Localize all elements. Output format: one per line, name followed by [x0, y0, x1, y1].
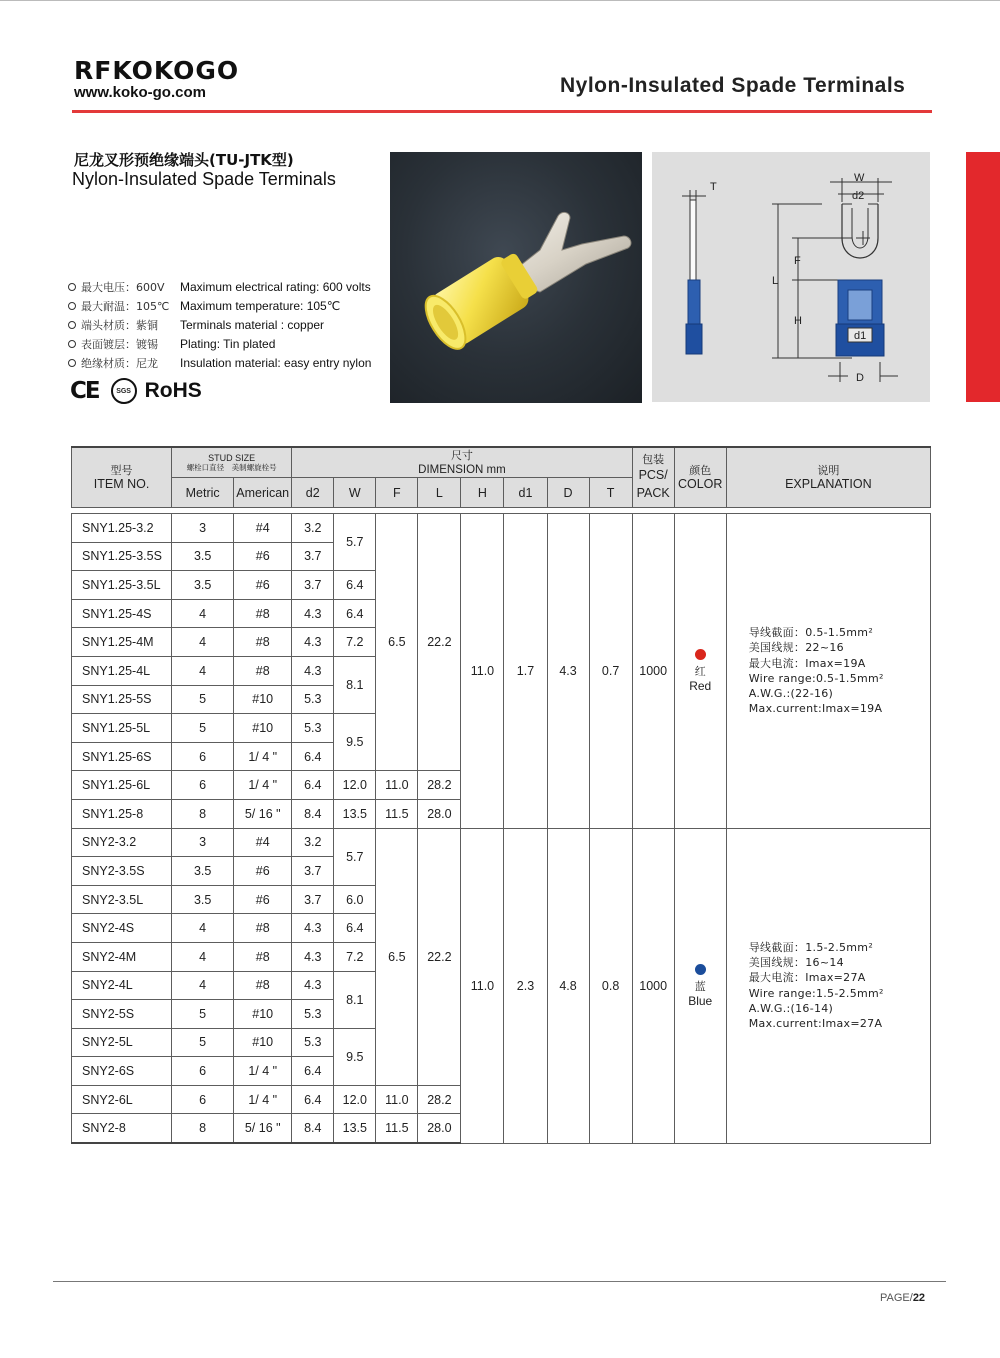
f-cell: 6.5: [376, 828, 418, 1085]
metric-cell: 4: [172, 914, 234, 943]
item-no-cell: SNY1.25-8: [72, 799, 172, 828]
spec-label-en: Terminals material : copper: [180, 317, 325, 332]
certification-marks: [70, 378, 202, 404]
w-cell: 9.5: [334, 1028, 376, 1085]
brand-website: www.koko-go.com: [74, 84, 206, 101]
w-cell: 5.7: [334, 514, 376, 571]
page-label: PAGE/: [880, 1292, 913, 1304]
metric-cell: 3.5: [172, 542, 234, 571]
metric-cell: 5: [172, 714, 234, 743]
bullet-icon: [68, 283, 76, 291]
metric-cell: 4: [172, 599, 234, 628]
w-cell: 7.2: [334, 628, 376, 657]
w-cell: 12.0: [334, 1085, 376, 1114]
l-cell: 22.2: [418, 514, 461, 771]
spec-item: [68, 315, 388, 334]
bullet-icon: [68, 340, 76, 348]
color-cell: [674, 514, 726, 829]
american-cell: #8: [234, 971, 292, 1000]
header-color-en: COLOR: [677, 477, 723, 491]
dimension-label-h: H: [794, 315, 802, 327]
w-cell: 6.4: [334, 599, 376, 628]
metric-cell: 4: [172, 656, 234, 685]
color-name-en: Blue: [688, 993, 713, 1008]
metric-cell: 4: [172, 942, 234, 971]
f-cell: 11.5: [376, 799, 418, 828]
spec-label-cn: 最大电压：600V: [81, 280, 165, 294]
american-cell: #10: [234, 714, 292, 743]
specification-table: [71, 446, 931, 1144]
american-cell: #8: [234, 942, 292, 971]
explanation-line: Wire range:0.5-1.5mm²: [748, 671, 884, 685]
header-metric: Metric: [172, 478, 234, 508]
brand-logo-text: RFKOKOGO: [74, 56, 240, 85]
explanation-line: 导线截面：0.5-1.5mm²: [748, 626, 874, 640]
header-stud-sub: 螺栓口直径 美制螺旋栓号: [186, 462, 277, 472]
american-cell: #10: [234, 1000, 292, 1029]
d-cell: 4.3: [547, 514, 589, 829]
w-cell: 13.5: [334, 1114, 376, 1143]
d2-cell: 5.3: [292, 1000, 334, 1029]
metric-cell: 3: [172, 514, 234, 543]
american-cell: 1/ 4 ": [234, 1057, 292, 1086]
spec-label-cn: 表面镀层：镀锡: [81, 337, 158, 351]
spec-label-en: Insulation material: easy entry nylon: [180, 355, 372, 370]
header-col-f: F: [376, 478, 418, 508]
explanation-line: Max.current:Imax=27A: [748, 1016, 883, 1030]
spec-item: [68, 277, 388, 296]
dimension-label-t: T: [710, 181, 717, 193]
item-no-cell: SNY1.25-3.5L: [72, 571, 172, 600]
metric-cell: 4: [172, 971, 234, 1000]
d2-cell: 4.3: [292, 599, 334, 628]
dimension-label-f: F: [794, 255, 801, 267]
terminal-dimension-drawing-icon: [652, 152, 930, 402]
table-row: [72, 828, 931, 857]
metric-cell: 6: [172, 742, 234, 771]
spec-label-cn: 绝缘材质：尼龙: [81, 356, 158, 370]
f-cell: 11.0: [376, 1085, 418, 1114]
spec-item: [68, 353, 388, 372]
sgs-mark-text: SGS: [116, 387, 131, 395]
item-no-cell: SNY2-4L: [72, 971, 172, 1000]
explanation-line: 美国线规：22~16: [748, 641, 844, 655]
american-cell: 5/ 16 ": [234, 1114, 292, 1143]
american-cell: #10: [234, 685, 292, 714]
pack-cell: 1000: [632, 514, 674, 829]
page-number-value: 22: [912, 1292, 926, 1304]
header-pack-en: PCS/ PACK: [636, 468, 670, 500]
dimension-label-d1: d1: [854, 330, 867, 342]
metric-cell: 6: [172, 1085, 234, 1114]
bullet-icon: [68, 359, 76, 367]
ce-mark-icon: CE: [70, 378, 99, 404]
dimension-label-w: W: [854, 172, 865, 184]
header-color-cn: 颜色: [689, 464, 712, 477]
header-item-no: [72, 447, 172, 508]
d2-cell: 4.3: [292, 942, 334, 971]
header-col-d2: d2: [292, 478, 334, 508]
dimension-drawing: [652, 152, 930, 402]
section-side-tab: [966, 152, 1000, 402]
item-no-cell: SNY2-8: [72, 1114, 172, 1143]
d2-cell: 4.3: [292, 656, 334, 685]
d2-cell: 6.4: [292, 1085, 334, 1114]
american-cell: 1/ 4 ": [234, 742, 292, 771]
metric-cell: 8: [172, 1114, 234, 1143]
w-cell: 7.2: [334, 942, 376, 971]
l-cell: 28.0: [418, 799, 461, 828]
color-name-cn: 蓝: [694, 979, 706, 993]
item-no-cell: SNY2-6S: [72, 1057, 172, 1086]
metric-cell: 3: [172, 828, 234, 857]
product-photo: [390, 152, 642, 403]
t-cell: 0.8: [589, 828, 632, 1143]
spec-item: [68, 334, 388, 353]
page-title: Nylon-Insulated Spade Terminals: [560, 74, 906, 97]
item-no-cell: SNY1.25-6S: [72, 742, 172, 771]
item-no-cell: SNY1.25-4S: [72, 599, 172, 628]
h-cell: 11.0: [461, 828, 504, 1143]
w-cell: 9.5: [334, 714, 376, 771]
metric-cell: 4: [172, 628, 234, 657]
american-cell: #8: [234, 914, 292, 943]
explanation-cell: [726, 828, 930, 1143]
item-no-cell: SNY2-3.5L: [72, 885, 172, 914]
american-cell: 1/ 4 ": [234, 771, 292, 800]
d1-cell: 2.3: [504, 828, 547, 1143]
color-cell: [674, 828, 726, 1143]
d2-cell: 6.4: [292, 742, 334, 771]
item-no-cell: SNY2-5S: [72, 1000, 172, 1029]
spec-label-en: Maximum temperature: 105℃: [180, 298, 341, 313]
item-no-cell: SNY2-4S: [72, 914, 172, 943]
american-cell: #10: [234, 1028, 292, 1057]
d2-cell: 3.2: [292, 828, 334, 857]
dimension-label-d2: d2: [852, 190, 865, 202]
spec-item: [68, 296, 388, 315]
d2-cell: 5.3: [292, 714, 334, 743]
explanation-line: 最大电流：Imax=19A: [748, 656, 866, 670]
color-name-en: Red: [689, 678, 712, 693]
item-no-cell: SNY1.25-5S: [72, 685, 172, 714]
header-color: [674, 447, 726, 508]
header-dimension: [292, 447, 632, 478]
page-frame-line: [0, 0, 1000, 1]
item-no-cell: SNY2-5L: [72, 1028, 172, 1057]
item-no-cell: SNY1.25-6L: [72, 771, 172, 800]
d2-cell: 3.7: [292, 571, 334, 600]
color-dot-icon: [695, 649, 706, 660]
metric-cell: 8: [172, 799, 234, 828]
d2-cell: 3.2: [292, 514, 334, 543]
header-col-h: H: [461, 478, 504, 508]
l-cell: 22.2: [418, 828, 461, 1085]
explanation-line: A.W.G.:(22-16): [748, 686, 834, 700]
metric-cell: 5: [172, 685, 234, 714]
color-name-cn: 红: [694, 664, 706, 678]
spade-terminal-photo-icon: [390, 152, 642, 403]
explanation-line: Max.current:Imax=19A: [748, 702, 883, 716]
explanation-line: 最大电流：Imax=27A: [748, 971, 866, 985]
pack-cell: 1000: [632, 828, 674, 1143]
item-no-cell: SNY1.25-5L: [72, 714, 172, 743]
header-col-d1: d1: [504, 478, 547, 508]
f-cell: 11.5: [376, 1114, 418, 1143]
w-cell: 13.5: [334, 799, 376, 828]
header-stud-en: STUD SIZE: [208, 452, 256, 463]
metric-cell: 6: [172, 771, 234, 800]
header-stud-size: [172, 447, 292, 478]
d2-cell: 4.3: [292, 971, 334, 1000]
w-cell: 8.1: [334, 971, 376, 1028]
footer-divider: [53, 1281, 946, 1282]
d2-cell: 3.7: [292, 542, 334, 571]
bullet-icon: [68, 321, 76, 329]
item-no-cell: SNY1.25-4L: [72, 656, 172, 685]
explanation-line: Wire range:1.5-2.5mm²: [748, 986, 884, 1000]
american-cell: #8: [234, 656, 292, 685]
spec-list: [68, 277, 388, 372]
w-cell: 12.0: [334, 771, 376, 800]
l-cell: 28.2: [418, 1085, 461, 1114]
h-cell: 11.0: [461, 514, 504, 829]
color-dot-icon: [695, 964, 706, 975]
explanation-line: A.W.G.:(16-14): [748, 1001, 834, 1015]
d2-cell: 8.4: [292, 799, 334, 828]
f-cell: 6.5: [376, 514, 418, 771]
american-cell: #4: [234, 828, 292, 857]
f-cell: 11.0: [376, 771, 418, 800]
d1-cell: 1.7: [504, 514, 547, 829]
d2-cell: 4.3: [292, 914, 334, 943]
header-dim-en: DIMENSION mm: [418, 464, 506, 476]
item-no-cell: SNY1.25-3.2: [72, 514, 172, 543]
header-explanation: [726, 447, 930, 508]
metric-cell: 3.5: [172, 885, 234, 914]
header-expl-cn: 说明: [817, 464, 840, 477]
t-cell: 0.7: [589, 514, 632, 829]
d2-cell: 8.4: [292, 1114, 334, 1143]
explanation-line: 美国线规：16~14: [748, 956, 844, 970]
american-cell: #4: [234, 514, 292, 543]
metric-cell: 3.5: [172, 571, 234, 600]
header-col-w: W: [334, 478, 376, 508]
rohs-mark: RoHS: [144, 379, 202, 402]
page-number: [880, 1292, 925, 1304]
bullet-icon: [68, 302, 76, 310]
spec-label-en: Maximum electrical rating: 600 volts: [180, 279, 371, 294]
d-cell: 4.8: [547, 828, 589, 1143]
sgs-mark-icon: [111, 378, 137, 404]
dimension-label-l: L: [772, 275, 779, 287]
header-divider: [72, 110, 932, 113]
specification-table-body: [72, 514, 931, 1144]
table-row: [72, 514, 931, 543]
american-cell: #6: [234, 857, 292, 886]
metric-cell: 5: [172, 1028, 234, 1057]
spec-label-en: Plating: Tin plated: [180, 336, 276, 351]
header-col-d: D: [547, 478, 589, 508]
metric-cell: 3.5: [172, 857, 234, 886]
item-no-cell: SNY1.25-3.5S: [72, 542, 172, 571]
header-item-en: ITEM NO.: [93, 477, 150, 491]
american-cell: #6: [234, 571, 292, 600]
header-pack-cn: 包装: [642, 453, 665, 466]
d2-cell: 5.3: [292, 685, 334, 714]
explanation-line: 导线截面：1.5-2.5mm²: [748, 940, 874, 954]
d2-cell: 6.4: [292, 1057, 334, 1086]
d2-cell: 3.7: [292, 857, 334, 886]
header-pack: [632, 447, 674, 508]
product-title-en: Nylon-Insulated Spade Terminals: [72, 169, 336, 189]
w-cell: 5.7: [334, 828, 376, 885]
header-col-t: T: [589, 478, 632, 508]
dimension-label-d: D: [856, 372, 864, 384]
header-dim-cn: 尺寸: [450, 449, 473, 462]
d2-cell: 6.4: [292, 771, 334, 800]
w-cell: 8.1: [334, 656, 376, 713]
header-american: American: [234, 478, 292, 508]
w-cell: 6.0: [334, 885, 376, 914]
spec-label-cn: 最大耐温：105℃: [81, 299, 170, 313]
spec-label-cn: 端头材质：紫铜: [81, 318, 158, 332]
metric-cell: 6: [172, 1057, 234, 1086]
item-no-cell: SNY1.25-4M: [72, 628, 172, 657]
product-title-cn: 尼龙叉形预绝缘端头(TU-JTK型): [74, 151, 294, 169]
header-item-cn: 型号: [110, 464, 133, 477]
l-cell: 28.0: [418, 1114, 461, 1143]
explanation-cell: [726, 514, 930, 829]
header-expl-en: EXPLANATION: [785, 477, 872, 491]
american-cell: 1/ 4 ": [234, 1085, 292, 1114]
d2-cell: 3.7: [292, 885, 334, 914]
american-cell: #8: [234, 628, 292, 657]
american-cell: 5/ 16 ": [234, 799, 292, 828]
d2-cell: 4.3: [292, 628, 334, 657]
header-col-l: L: [418, 478, 461, 508]
d2-cell: 5.3: [292, 1028, 334, 1057]
l-cell: 28.2: [418, 771, 461, 800]
metric-cell: 5: [172, 1000, 234, 1029]
w-cell: 6.4: [334, 571, 376, 600]
american-cell: #6: [234, 542, 292, 571]
item-no-cell: SNY2-3.2: [72, 828, 172, 857]
item-no-cell: SNY2-3.5S: [72, 857, 172, 886]
item-no-cell: SNY2-6L: [72, 1085, 172, 1114]
w-cell: 6.4: [334, 914, 376, 943]
item-no-cell: SNY2-4M: [72, 942, 172, 971]
american-cell: #8: [234, 599, 292, 628]
american-cell: #6: [234, 885, 292, 914]
